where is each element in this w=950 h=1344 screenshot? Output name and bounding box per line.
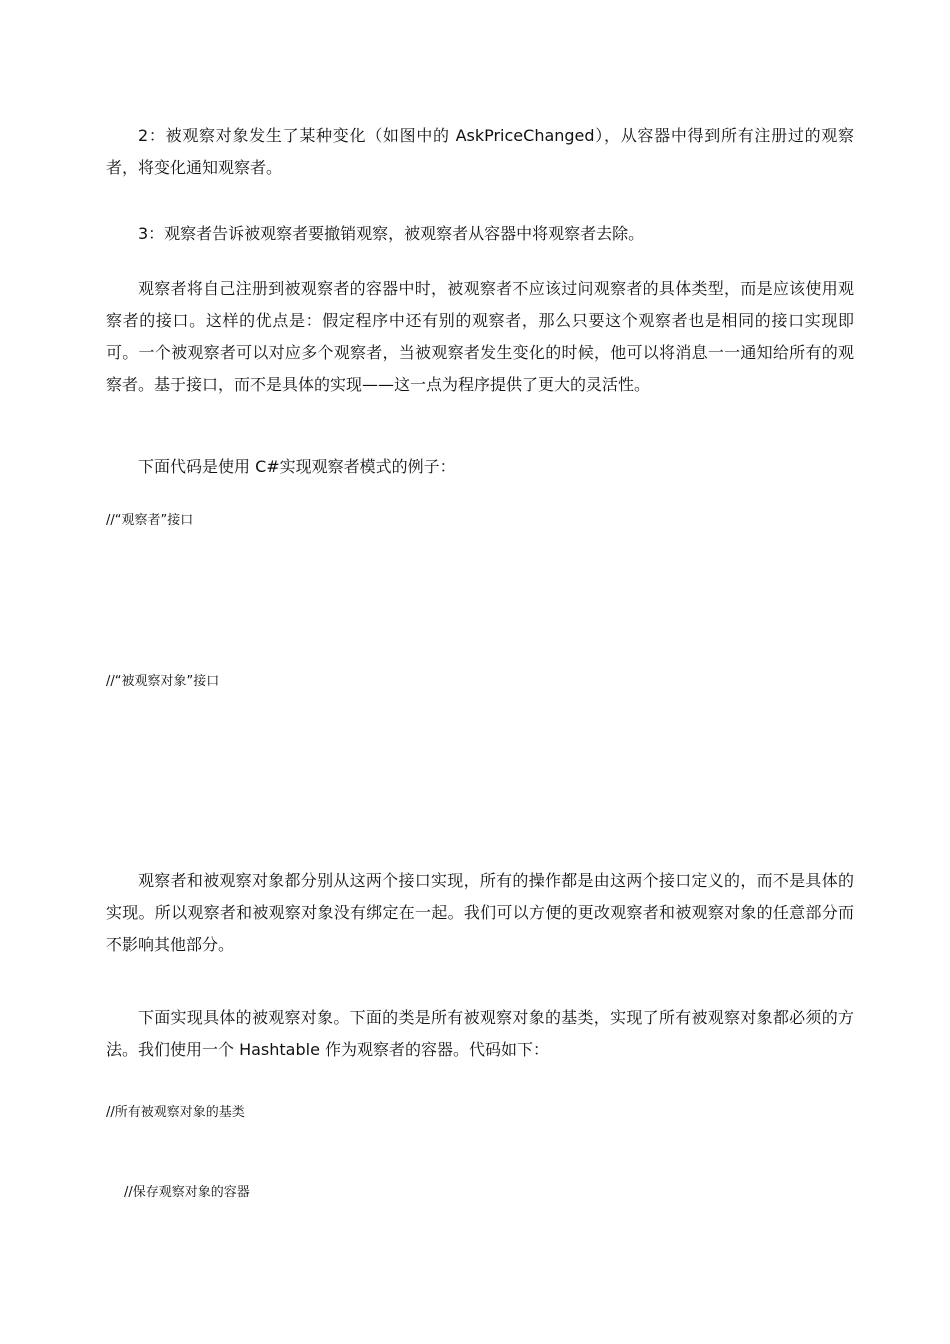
paragraph-concrete-subject: 下面实现具体的被观察对象。下面的类是所有被观察对象的基类，实现了所有被观察对象都必须的方法。我们使用一个 Hashtable 作为观察者的容器。代码如下： bbox=[106, 1008, 854, 1059]
code-comment-container: //保存观察对象的容器 bbox=[124, 1185, 250, 1200]
paragraph-code-intro: 下面代码是使用 C#实现观察者模式的例子： bbox=[138, 457, 456, 476]
code-comment-subject-interface: //“被观察对象”接口 bbox=[106, 674, 220, 689]
code-comment-base-class: //所有被观察对象的基类 bbox=[106, 1105, 245, 1120]
paragraph-step-3: 3：观察者告诉被观察者要撤销观察，被观察者从容器中将观察者去除。 bbox=[138, 224, 645, 243]
paragraph-interface-implementation: 观察者和被观察对象都分别从这两个接口实现，所有的操作都是由这两个接口定义的，而不是具体的实现。所以观察者和被观察对象没有绑定在一起。我们可以方便的更改观察者和被观察对象的任意部分而不影响其他部分。 bbox=[106, 871, 854, 954]
code-comment-observer-interface: //“观察者”接口 bbox=[106, 513, 194, 528]
paragraph-interface-explanation: 观察者将自己注册到被观察者的容器中时，被观察者不应该过问观察者的具体类型，而是应该使用观察者的接口。这样的优点是：假定程序中还有别的观察者，那么只要这个观察者也是相同的接口实现即可。一个被观察者可以对应多个观察者，当被观察者发生变化的时候，他可以将消息一一通知给所有的观察者。基于接口，而不是具体的实现——这一点为程序提供了更大的灵活性。 bbox=[106, 279, 854, 394]
paragraph-step-2: 2：被观察对象发生了某种变化（如图中的 AskPriceChanged），从容器中得到所有注册过的观察者，将变化通知观察者。 bbox=[106, 126, 854, 177]
